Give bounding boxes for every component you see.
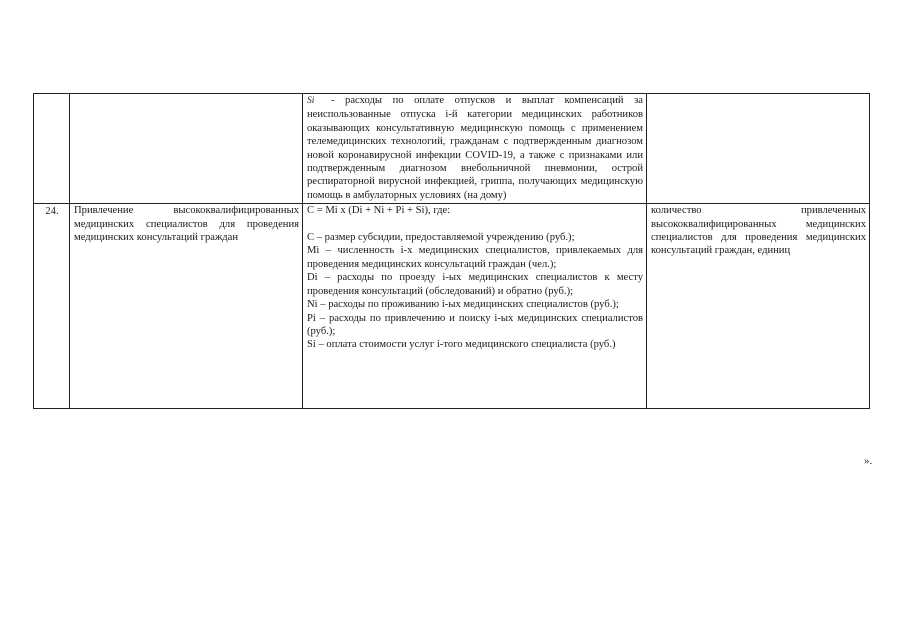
- formula-line: Мi – численность i-х медицинских специалистов, привлекаемых для проведения медицинских консультаций граждан (чел.);: [307, 245, 643, 270]
- formula-symbol: Si: [307, 96, 315, 106]
- formula-line: С = Мi х (Di + Ni + Pi + Si), где:: [307, 205, 451, 217]
- cell-formula: [303, 204, 647, 409]
- formula-line: С – размер субсидии, предоставляемой учреждению (руб.);: [307, 232, 575, 244]
- cell-indicator: [647, 94, 870, 204]
- closing-quote: ».: [864, 455, 873, 467]
- cell-name: Привлечение высококвалифицированных медицинских специалистов для проведения медицинских консультаций граждан: [70, 204, 303, 409]
- formula-line: Di – расходы по проезду i-ых медицинских специалистов к месту проведения консультаций (обследований) и обратно (руб.);: [307, 272, 643, 297]
- table-row-continuation: [34, 94, 870, 204]
- cell-number: 24.: [34, 204, 70, 409]
- formula-blank-line: [307, 218, 643, 231]
- cell-indicator: количество привлеченных высококвалифицированных медицинских специалистов для проведения медицинских консультаций граждан, единиц: [647, 204, 870, 409]
- formula-line: Pi – расходы по привлечению и поиску i-ых медицинских специалистов (руб.);: [307, 312, 643, 337]
- document-table: [33, 93, 870, 409]
- formula-line: Si – оплата стоимости услуг i-того медицинского специалиста (руб.): [307, 339, 616, 351]
- formula-description: - расходы по оплате отпусков и выплат компенсаций за неиспользованные отпуска i-й категории медицинских работников оказывающих консультативную медицинскую помощь с применением телемедицинских технологий, гражданам с подтвержденным диагнозом новой коронавирусной инфекции COVID-19, а также с признаками или подтвержденным диагнозом внебольничной пневмонии, острой респираторной вирусной инфекцией, гриппа, получающих медицинскую помощь в амбулаторных условиях (на дому): [307, 95, 643, 201]
- cell-formula: [303, 94, 647, 204]
- formula-line: Ni – расходы по проживанию i-ых медицинских специалистов (руб.);: [307, 299, 619, 311]
- cell-number: [34, 94, 70, 204]
- table-row-24: [34, 204, 870, 409]
- cell-name: [70, 94, 303, 204]
